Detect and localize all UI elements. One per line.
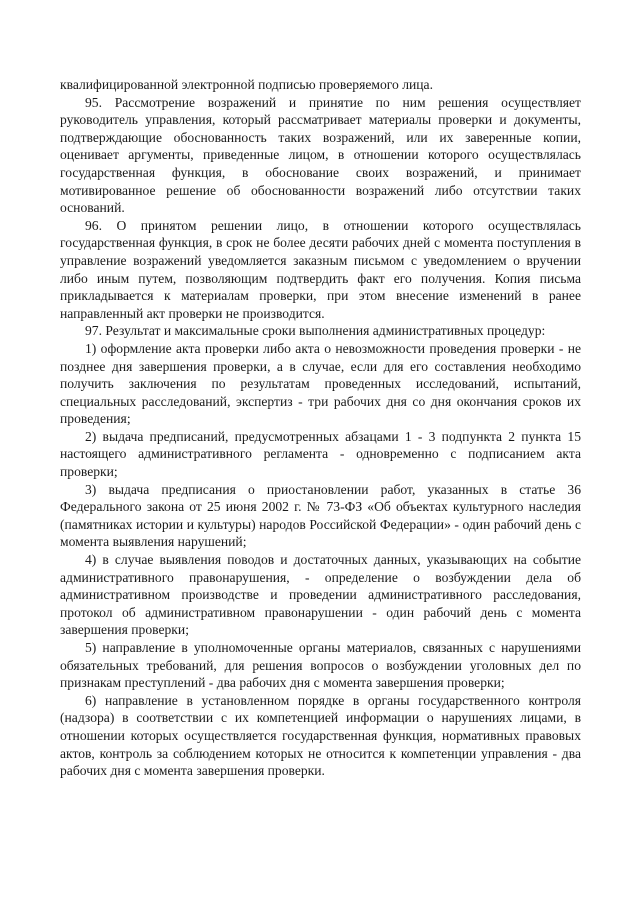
- document-page: [60, 76, 581, 780]
- paragraph-97: 97. Результат и максимальные сроки выполнения административных процедур:: [85, 323, 546, 339]
- paragraph-95: 95. Рассмотрение возражений и принятие по ним решения осуществляет руководитель управления, который рассматривает материалы проверки и документы, подтверждающие обоснованность таких возражений, или их заверенные копии, оценивает аргументы, приведенные лицом, в отношении которого осуществлялась государственная функция, в обоснование своих возражений, и принимает мотивированное решение об обоснованности возражений либо отсутствии таких оснований.: [60, 94, 581, 216]
- list-item-6: 6) направление в установленном порядке в органы государственного контроля (надзора) в соответствии с их компетенцией информации о нарушениях лицами, в отношении которых осуществляется государственная функция, нормативных правовых актов, контроль за соблюдением которых не относится к компетенции управления - два рабочих дня с момента завершения проверки.: [60, 692, 581, 779]
- list-item-3: 3) выдача предписания о приостановлении работ, указанных в статье 36 Федерального закона от 25 июня 2002 г. № 73-ФЗ «Об объектах культурного наследия (памятниках истории и культуры) народов Российской Федерации» - один рабочий день с момента выявления нарушений;: [60, 481, 581, 550]
- list-item-2: 2) выдача предписаний, предусмотренных абзацами 1 - 3 подпункта 2 пункта 15 настоящего административного регламента - одновременно с подписанием акта проверки;: [60, 428, 581, 480]
- list-item-5: 5) направление в уполномоченные органы материалов, связанных с нарушениями обязательных требований, для решения вопросов о возбуждении уголовных дел по признакам преступлений - два рабочих дня с момента завершения проверки;: [60, 640, 581, 691]
- list-item-4: 4) в случае выявления поводов и достаточных данных, указывающих на событие административного правонарушения, - определение о возбуждении дела об административном производстве и проведении административного расследования, протокол об административном правонарушении - один рабочий день с момента завершения проверки;: [60, 552, 581, 638]
- list-item-1: 1) оформление акта проверки либо акта о невозможности проведения проверки - не позднее дня завершения проверки, а в случае, если для его составления необходимо получить заключения по результатам проведенных исследований, испытаний, специальных расследований, экспертиз - три рабочих дня со дня окончания сроков их проведения;: [60, 340, 581, 427]
- paragraph-continuation: квалифицированной электронной подписью проверяемого лица.: [60, 77, 433, 92]
- paragraph-96: 96. О принятом решении лицо, в отношении которого осуществлялась государственная функция, в срок не более десяти рабочих дней с момента поступления в управление возражений уведомляется заказным письмом с уведомлением о вручении либо иным путем, позволяющим подтвердить факт его получения. Копия письма прикладывается к материалам проверки, при этом внесение изменений в ранее направленный акт проверки не производится.: [60, 217, 581, 321]
